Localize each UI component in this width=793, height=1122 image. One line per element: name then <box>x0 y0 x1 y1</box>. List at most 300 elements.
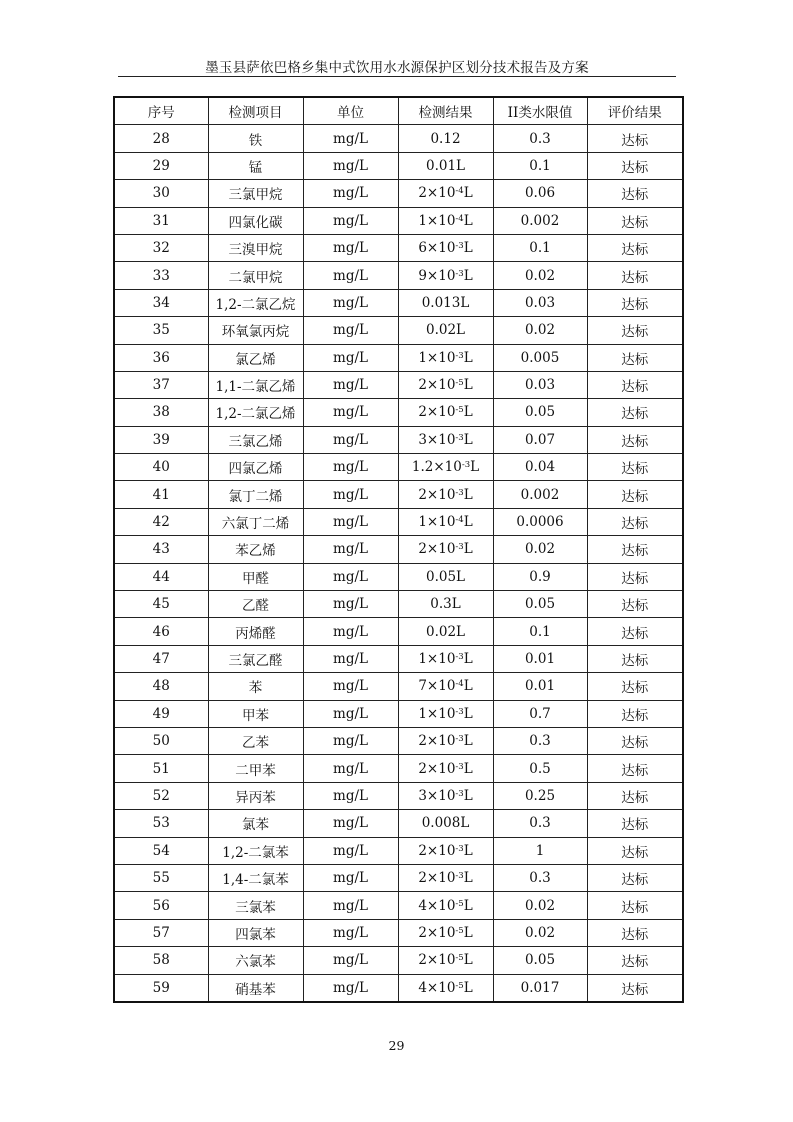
result-base: 2×10 <box>418 404 456 421</box>
cell-no: 54 <box>114 837 208 864</box>
cell-no: 45 <box>114 591 208 618</box>
cell-eval: 达标 <box>587 673 683 700</box>
result-base: 0.013L <box>421 294 470 311</box>
cell-eval: 达标 <box>587 727 683 754</box>
result-base: 1×10 <box>418 705 456 722</box>
cell-unit: mg/L <box>303 371 398 398</box>
result-exponent: -5 <box>455 898 464 909</box>
column-header-eval: 评价结果 <box>587 97 683 125</box>
result-suffix: L <box>463 678 473 695</box>
cell-no: 32 <box>114 234 208 261</box>
cell-no: 50 <box>114 727 208 754</box>
cell-eval: 达标 <box>587 645 683 672</box>
cell-limit: 0.03 <box>493 371 587 398</box>
result-suffix: L <box>463 431 473 448</box>
cell-eval: 达标 <box>587 755 683 782</box>
cell-limit: 0.002 <box>493 481 587 508</box>
result-suffix: L <box>463 979 473 996</box>
cell-unit: mg/L <box>303 810 398 837</box>
cell-item: 丙烯醛 <box>208 618 303 645</box>
cell-limit: 0.0006 <box>493 508 587 535</box>
cell-eval: 达标 <box>587 289 683 316</box>
table-row <box>114 755 683 782</box>
cell-eval: 达标 <box>587 481 683 508</box>
cell-limit: 0.3 <box>493 727 587 754</box>
cell-item: 1,4-二氯苯 <box>208 864 303 891</box>
result-base: 2×10 <box>418 870 456 887</box>
cell-result <box>398 645 493 672</box>
cell-limit: 0.5 <box>493 755 587 782</box>
cell-item: 乙苯 <box>208 727 303 754</box>
result-base: 0.02L <box>425 322 466 339</box>
cell-no: 41 <box>114 481 208 508</box>
cell-item: 四氯化碳 <box>208 207 303 234</box>
cell-no: 46 <box>114 618 208 645</box>
result-suffix: L <box>463 486 473 503</box>
table-row <box>114 837 683 864</box>
result-suffix: L <box>463 651 473 667</box>
cell-unit: mg/L <box>303 262 398 289</box>
cell-no: 56 <box>114 892 208 919</box>
cell-eval: 达标 <box>587 947 683 974</box>
cell-result <box>398 618 493 645</box>
cell-result <box>398 234 493 261</box>
result-base: 0.05L <box>425 568 466 585</box>
result-base: 7×10 <box>418 678 456 695</box>
header-divider <box>118 76 676 77</box>
cell-no: 47 <box>114 645 208 672</box>
test-results-table <box>113 96 684 1003</box>
cell-no: 59 <box>114 974 208 1002</box>
result-base: 1×10 <box>418 212 456 229</box>
result-base: 3×10 <box>418 431 456 448</box>
cell-eval: 达标 <box>587 563 683 590</box>
cell-limit: 0.01 <box>493 645 587 672</box>
cell-unit: mg/L <box>303 591 398 618</box>
cell-item: 六氯丁二烯 <box>208 508 303 535</box>
cell-eval: 达标 <box>587 892 683 919</box>
column-header-limit: II类水限值 <box>493 97 587 125</box>
cell-no: 43 <box>114 536 208 563</box>
cell-result <box>398 317 493 344</box>
table-row <box>114 810 683 837</box>
cell-unit: mg/L <box>303 727 398 754</box>
result-base: 2×10 <box>418 377 456 394</box>
cell-result <box>398 289 493 316</box>
cell-item: 铁 <box>208 125 303 152</box>
cell-item: 二甲苯 <box>208 755 303 782</box>
result-exponent: -3 <box>455 788 464 799</box>
cell-unit: mg/L <box>303 837 398 864</box>
cell-no: 58 <box>114 947 208 974</box>
cell-no: 29 <box>114 152 208 179</box>
table-row <box>114 782 683 809</box>
cell-unit: mg/L <box>303 289 398 316</box>
result-suffix: L <box>463 842 473 859</box>
cell-item: 三氯苯 <box>208 892 303 919</box>
cell-limit: 0.02 <box>493 536 587 563</box>
cell-item: 甲苯 <box>208 700 303 727</box>
cell-limit: 0.017 <box>493 974 587 1002</box>
result-exponent: -5 <box>455 953 464 964</box>
cell-eval: 达标 <box>587 974 683 1002</box>
result-suffix: L <box>463 514 473 531</box>
cell-item: 1,1-二氯乙烯 <box>208 371 303 398</box>
table-row <box>114 371 683 398</box>
table-row <box>114 344 683 371</box>
result-exponent: -5 <box>455 378 464 389</box>
cell-unit: mg/L <box>303 152 398 179</box>
table-row <box>114 454 683 481</box>
cell-item: 苯乙烯 <box>208 536 303 563</box>
table-row <box>114 289 683 316</box>
cell-limit: 0.02 <box>493 262 587 289</box>
cell-no: 34 <box>114 289 208 316</box>
result-exponent: -5 <box>455 405 464 416</box>
table-row <box>114 317 683 344</box>
cell-item: 锰 <box>208 152 303 179</box>
cell-no: 40 <box>114 454 208 481</box>
cell-item: 三溴甲烷 <box>208 234 303 261</box>
table-row <box>114 974 683 1002</box>
page-number: 29 <box>388 1038 405 1053</box>
cell-limit: 0.03 <box>493 289 587 316</box>
result-base: 2×10 <box>418 185 456 202</box>
result-exponent: -3 <box>455 652 464 662</box>
cell-limit: 0.05 <box>493 947 587 974</box>
cell-result <box>398 399 493 426</box>
cell-no: 28 <box>114 125 208 152</box>
cell-no: 33 <box>114 262 208 289</box>
result-exponent: -3 <box>455 761 464 772</box>
cell-limit: 0.9 <box>493 563 587 590</box>
cell-unit: mg/L <box>303 481 398 508</box>
cell-unit: mg/L <box>303 892 398 919</box>
cell-result <box>398 700 493 727</box>
result-base: 0.01L <box>425 157 466 174</box>
cell-unit: mg/L <box>303 317 398 344</box>
cell-eval: 达标 <box>587 371 683 398</box>
result-base: 2×10 <box>418 952 456 969</box>
cell-limit: 0.005 <box>493 344 587 371</box>
cell-eval: 达标 <box>587 782 683 809</box>
result-suffix: L <box>463 185 473 202</box>
cell-eval: 达标 <box>587 262 683 289</box>
cell-item: 六氯苯 <box>208 947 303 974</box>
result-base: 0.02L <box>425 623 466 640</box>
cell-eval: 达标 <box>587 426 683 453</box>
cell-unit: mg/L <box>303 207 398 234</box>
cell-item: 三氯乙烯 <box>208 426 303 453</box>
result-exponent: -3 <box>455 706 464 717</box>
table-row <box>114 727 683 754</box>
cell-limit: 0.02 <box>493 892 587 919</box>
result-exponent: -4 <box>455 679 464 690</box>
cell-limit: 0.1 <box>493 618 587 645</box>
cell-result <box>398 864 493 891</box>
result-base: 1×10 <box>418 514 456 531</box>
cell-unit: mg/L <box>303 125 398 152</box>
table-row <box>114 152 683 179</box>
cell-eval: 达标 <box>587 591 683 618</box>
cell-eval: 达标 <box>587 837 683 864</box>
result-exponent: -3 <box>455 542 464 553</box>
result-exponent: -3 <box>455 871 464 882</box>
result-base: 2×10 <box>418 842 456 859</box>
cell-unit: mg/L <box>303 234 398 261</box>
cell-unit: mg/L <box>303 919 398 946</box>
cell-limit: 0.1 <box>493 152 587 179</box>
result-base: 4×10 <box>418 979 456 996</box>
result-exponent: -3 <box>455 268 464 279</box>
result-suffix: L <box>463 733 473 750</box>
cell-limit: 0.7 <box>493 700 587 727</box>
cell-no: 57 <box>114 919 208 946</box>
table-row <box>114 125 683 152</box>
table-row <box>114 673 683 700</box>
cell-item: 1,2-二氯乙烷 <box>208 289 303 316</box>
cell-eval: 达标 <box>587 919 683 946</box>
cell-unit: mg/L <box>303 782 398 809</box>
cell-limit: 0.05 <box>493 591 587 618</box>
cell-unit: mg/L <box>303 536 398 563</box>
cell-limit: 0.04 <box>493 454 587 481</box>
cell-limit: 0.02 <box>493 317 587 344</box>
result-suffix: L <box>463 760 473 777</box>
cell-eval: 达标 <box>587 536 683 563</box>
cell-result <box>398 837 493 864</box>
cell-result <box>398 125 493 152</box>
table-row <box>114 207 683 234</box>
cell-item: 1,2-二氯苯 <box>208 837 303 864</box>
table-row <box>114 618 683 645</box>
cell-result <box>398 591 493 618</box>
cell-item: 乙醛 <box>208 591 303 618</box>
table-row <box>114 563 683 590</box>
result-suffix: L <box>463 349 473 366</box>
result-suffix: L <box>463 952 473 969</box>
result-suffix: L <box>463 404 473 421</box>
column-header-unit: 单位 <box>303 97 398 125</box>
result-base: 6×10 <box>418 240 456 257</box>
cell-eval: 达标 <box>587 234 683 261</box>
cell-item: 硝基苯 <box>208 974 303 1002</box>
table-row <box>114 864 683 891</box>
cell-limit: 0.01 <box>493 673 587 700</box>
cell-limit: 0.3 <box>493 864 587 891</box>
result-suffix: L <box>463 705 473 722</box>
cell-no: 49 <box>114 700 208 727</box>
table-row <box>114 234 683 261</box>
result-exponent: -5 <box>455 980 464 991</box>
cell-unit: mg/L <box>303 344 398 371</box>
result-base: 9×10 <box>418 267 456 284</box>
cell-eval: 达标 <box>587 508 683 535</box>
cell-unit: mg/L <box>303 563 398 590</box>
cell-limit: 0.25 <box>493 782 587 809</box>
cell-result <box>398 508 493 535</box>
cell-no: 30 <box>114 180 208 207</box>
cell-limit: 1 <box>493 837 587 864</box>
cell-no: 53 <box>114 810 208 837</box>
result-base: 1×10 <box>418 651 456 667</box>
result-suffix: L <box>463 377 473 394</box>
cell-result <box>398 426 493 453</box>
result-base: 2×10 <box>418 541 456 558</box>
result-suffix: L <box>463 267 473 284</box>
result-suffix: L <box>463 870 473 887</box>
result-exponent: -3 <box>455 487 464 498</box>
cell-eval: 达标 <box>587 810 683 837</box>
cell-no: 51 <box>114 755 208 782</box>
result-exponent: -3 <box>455 734 464 745</box>
table-row <box>114 180 683 207</box>
table-row <box>114 919 683 946</box>
cell-result <box>398 536 493 563</box>
cell-eval: 达标 <box>587 399 683 426</box>
result-suffix: L <box>463 897 473 914</box>
result-suffix: L <box>463 240 473 257</box>
cell-item: 环氧氯丙烷 <box>208 317 303 344</box>
table-header-row <box>114 97 683 125</box>
table-row <box>114 700 683 727</box>
cell-no: 52 <box>114 782 208 809</box>
table-row <box>114 481 683 508</box>
cell-item: 异丙苯 <box>208 782 303 809</box>
cell-unit: mg/L <box>303 974 398 1002</box>
column-header-result: 检测结果 <box>398 97 493 125</box>
cell-unit: mg/L <box>303 180 398 207</box>
table-row <box>114 947 683 974</box>
cell-result <box>398 947 493 974</box>
result-suffix: L <box>463 787 473 804</box>
cell-unit: mg/L <box>303 426 398 453</box>
cell-result <box>398 755 493 782</box>
cell-unit: mg/L <box>303 454 398 481</box>
cell-result <box>398 371 493 398</box>
result-base: 3×10 <box>418 787 456 804</box>
cell-eval: 达标 <box>587 618 683 645</box>
result-exponent: -3 <box>455 350 464 361</box>
table-row <box>114 536 683 563</box>
result-base: 2×10 <box>418 486 456 503</box>
cell-limit: 0.06 <box>493 180 587 207</box>
result-suffix: L <box>470 459 480 476</box>
cell-unit: mg/L <box>303 399 398 426</box>
cell-result <box>398 810 493 837</box>
page-header-title: 墨玉县萨依巴格乡集中式饮用水水源保护区划分技术报告及方案 <box>205 60 589 76</box>
result-base: 0.12 <box>430 130 461 147</box>
cell-item: 甲醛 <box>208 563 303 590</box>
cell-unit: mg/L <box>303 755 398 782</box>
result-suffix: L <box>463 212 473 229</box>
table-row <box>114 645 683 672</box>
cell-unit: mg/L <box>303 673 398 700</box>
result-base: 0.008L <box>421 815 470 832</box>
cell-result <box>398 892 493 919</box>
column-header-item: 检测项目 <box>208 97 303 125</box>
result-base: 2×10 <box>418 924 456 941</box>
cell-unit: mg/L <box>303 700 398 727</box>
result-base: 4×10 <box>418 897 456 914</box>
cell-item: 二氯甲烷 <box>208 262 303 289</box>
cell-limit: 0.3 <box>493 810 587 837</box>
cell-no: 42 <box>114 508 208 535</box>
result-exponent: -3 <box>461 460 471 471</box>
table-row <box>114 399 683 426</box>
cell-no: 35 <box>114 317 208 344</box>
cell-eval: 达标 <box>587 864 683 891</box>
cell-result <box>398 974 493 1002</box>
result-exponent: -5 <box>455 925 464 936</box>
cell-no: 36 <box>114 344 208 371</box>
cell-eval: 达标 <box>587 700 683 727</box>
cell-item: 氯丁二烯 <box>208 481 303 508</box>
table-row <box>114 426 683 453</box>
table-row <box>114 262 683 289</box>
cell-no: 48 <box>114 673 208 700</box>
result-base: 1.2×10 <box>411 459 462 476</box>
cell-eval: 达标 <box>587 454 683 481</box>
cell-unit: mg/L <box>303 645 398 672</box>
column-header-no: 序号 <box>114 97 208 125</box>
cell-result <box>398 481 493 508</box>
cell-limit: 0.05 <box>493 399 587 426</box>
table-row <box>114 591 683 618</box>
cell-result <box>398 262 493 289</box>
cell-eval: 达标 <box>587 317 683 344</box>
cell-eval: 达标 <box>587 180 683 207</box>
result-exponent: -3 <box>455 241 464 252</box>
cell-result <box>398 152 493 179</box>
result-exponent: -4 <box>455 515 464 526</box>
cell-item: 苯 <box>208 673 303 700</box>
cell-no: 39 <box>114 426 208 453</box>
cell-result <box>398 919 493 946</box>
cell-item: 四氯苯 <box>208 919 303 946</box>
result-exponent: -3 <box>455 432 464 443</box>
cell-item: 氯苯 <box>208 810 303 837</box>
cell-item: 四氯乙烯 <box>208 454 303 481</box>
cell-limit: 0.07 <box>493 426 587 453</box>
cell-result <box>398 782 493 809</box>
cell-no: 37 <box>114 371 208 398</box>
cell-eval: 达标 <box>587 125 683 152</box>
cell-eval: 达标 <box>587 152 683 179</box>
result-suffix: L <box>463 541 473 558</box>
cell-no: 55 <box>114 864 208 891</box>
cell-no: 38 <box>114 399 208 426</box>
result-exponent: -4 <box>455 213 464 224</box>
result-base: 2×10 <box>418 733 456 750</box>
cell-unit: mg/L <box>303 864 398 891</box>
cell-result <box>398 727 493 754</box>
cell-result <box>398 344 493 371</box>
table-body <box>114 125 683 1002</box>
result-base: 1×10 <box>418 349 456 366</box>
cell-item: 氯乙烯 <box>208 344 303 371</box>
cell-limit: 0.02 <box>493 919 587 946</box>
cell-no: 31 <box>114 207 208 234</box>
result-exponent: -3 <box>455 843 464 854</box>
table-row <box>114 892 683 919</box>
cell-no: 44 <box>114 563 208 590</box>
cell-item: 三氯甲烷 <box>208 180 303 207</box>
cell-result <box>398 180 493 207</box>
cell-limit: 0.002 <box>493 207 587 234</box>
cell-unit: mg/L <box>303 947 398 974</box>
result-base: 0.3L <box>430 596 461 613</box>
